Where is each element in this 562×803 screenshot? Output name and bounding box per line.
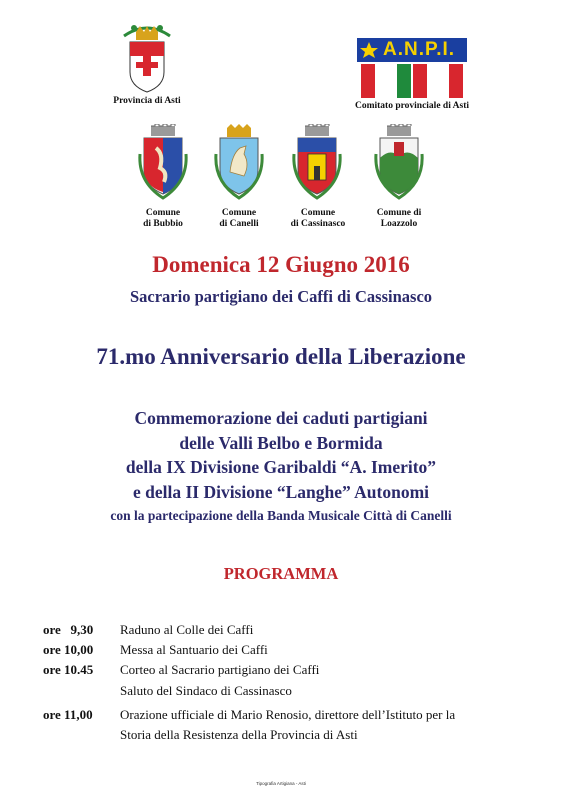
comune-cassinasco-line2: di Cassinasco bbox=[290, 219, 346, 229]
comune-loazzolo-caption bbox=[364, 208, 434, 230]
loazzolo-crest-icon bbox=[370, 124, 428, 202]
comune-canelli-line1: Comune bbox=[221, 208, 257, 218]
event-date: Domenica 12 Giugno 2016 bbox=[152, 252, 410, 277]
event-anniversary: 71.mo Anniversario della Liberazione bbox=[96, 344, 466, 369]
comune-bubbio-caption bbox=[128, 208, 198, 230]
comune-canelli-line2: di Canelli bbox=[219, 219, 259, 229]
provincia-logo bbox=[112, 18, 182, 96]
program-time: ore 10.45 bbox=[43, 662, 94, 677]
program-text: Storia della Resistenza della Provincia di Asti bbox=[120, 727, 358, 742]
comune-cassinasco-line1: Comune bbox=[300, 208, 336, 218]
program-time: ore 10,00 bbox=[43, 642, 94, 657]
comune-bubbio-crest bbox=[134, 124, 192, 202]
canelli-crest-icon bbox=[210, 124, 268, 202]
commemoration-block bbox=[0, 406, 562, 504]
comune-bubbio-line1: Comune bbox=[145, 208, 181, 218]
event-location: Sacrario partigiano dei Caffi di Cassinasco bbox=[129, 287, 433, 306]
comune-canelli-crest bbox=[210, 124, 268, 202]
comune-loazzolo-crest bbox=[370, 124, 428, 202]
program-text: Raduno al Colle dei Caffi bbox=[120, 622, 254, 637]
commemoration-line: della IX Divisione Garibaldi “A. Imerito” bbox=[125, 457, 437, 477]
program-title: PROGRAMMA bbox=[223, 564, 339, 583]
comune-cassinasco-caption bbox=[279, 208, 357, 230]
event-band: con la partecipazione della Banda Musicale Città di Canelli bbox=[110, 508, 452, 523]
comune-canelli-caption bbox=[204, 208, 274, 230]
cassinasco-crest-icon bbox=[288, 124, 346, 202]
bubbio-crest-icon bbox=[134, 124, 192, 202]
anpi-caption: Comitato provinciale di Asti bbox=[354, 101, 470, 111]
comune-loazzolo-line2: Loazzolo bbox=[380, 219, 418, 229]
comune-cassinasco-crest bbox=[288, 124, 346, 202]
commemoration-line: delle Valli Belbo e Bormida bbox=[179, 432, 383, 453]
commemoration-line: e della II Divisione “Langhe” Autonomi bbox=[132, 481, 430, 502]
commemoration-line: Commemorazione dei caduti partigiani bbox=[134, 408, 428, 428]
program-time: ore 9,30 bbox=[43, 622, 94, 637]
program-text: Saluto del Sindaco di Cassinasco bbox=[120, 683, 292, 698]
comune-bubbio-line2: di Bubbio bbox=[143, 219, 183, 229]
program-time: ore 11,00 bbox=[43, 707, 93, 722]
anpi-logo bbox=[357, 38, 467, 98]
program-text: Orazione ufficiale di Mario Renosio, direttore dell’Istituto per la bbox=[120, 707, 456, 722]
provincia-crest-icon bbox=[112, 18, 182, 96]
program-text: Messa al Santuario dei Caffi bbox=[120, 642, 268, 657]
comune-loazzolo-line1: Comune di bbox=[376, 208, 422, 218]
anpi-logo-text: A.N.P.I. bbox=[383, 39, 456, 60]
provincia-caption: Provincia di Asti bbox=[113, 96, 181, 106]
printer-credit: Tipografia Artigiana - Asti bbox=[256, 781, 306, 786]
program-text: Corteo al Sacrario partigiano dei Caffi bbox=[120, 662, 320, 677]
